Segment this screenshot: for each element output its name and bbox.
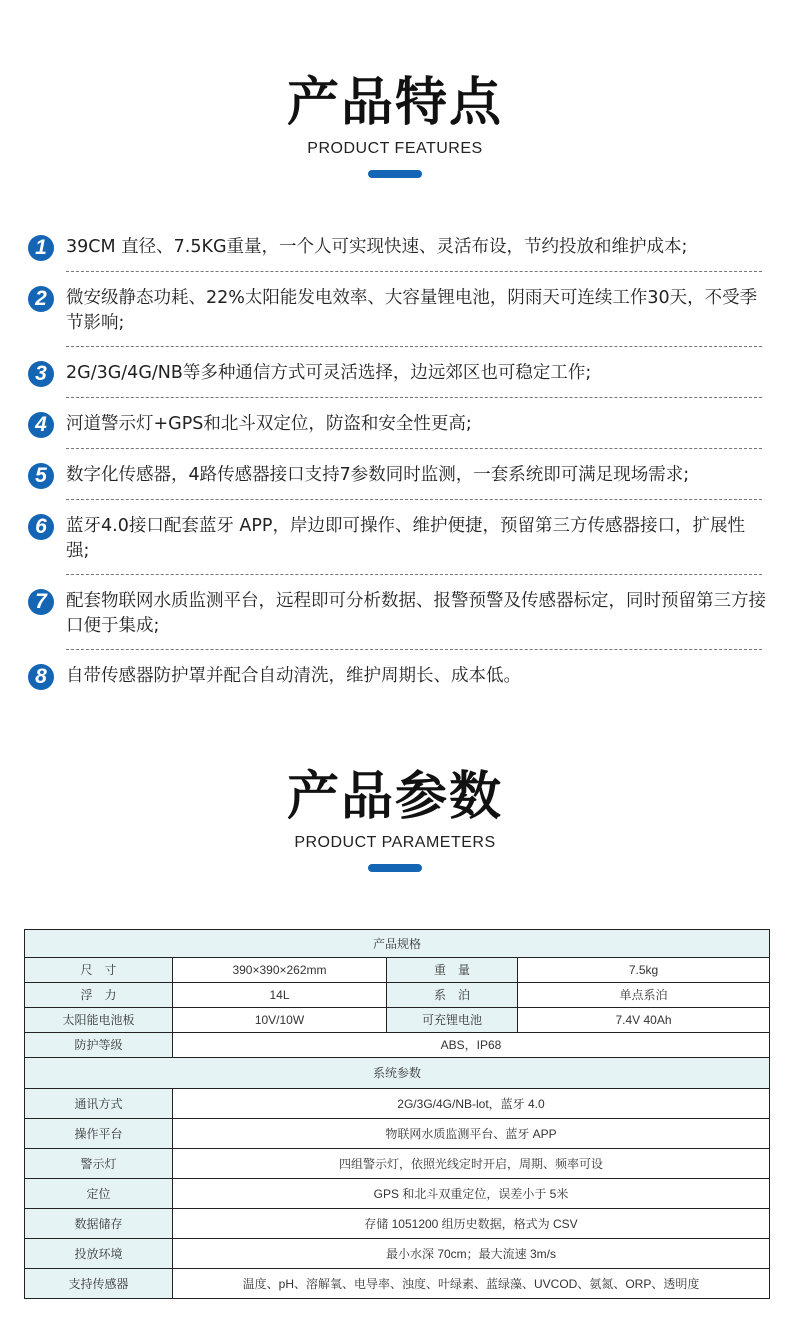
label-cell: 系 泊: [387, 983, 518, 1008]
table-row: [25, 1179, 770, 1209]
label-cell: 投放环境: [25, 1239, 173, 1269]
feature-text: 数字化传感器，4路传感器接口支持7参数同时监测，一套系统即可满足现场需求;: [66, 465, 690, 485]
title-underline: [368, 170, 422, 178]
table-row: [25, 983, 770, 1008]
value-cell: 390×390×262mm: [173, 958, 387, 983]
feature-item: [24, 463, 769, 489]
feature-item: [24, 361, 769, 387]
feature-text: 2G/3G/4G/NB等多种通信方式可灵活选择，边远郊区也可稳定工作;: [66, 363, 592, 383]
params-table: [24, 929, 770, 1299]
params-title: 产品参数: [286, 767, 503, 827]
feature-text: 微安级静态功耗、22%太阳能发电效率、大容量锂电池，阴雨天可连续工作30天，不受季节影响;: [66, 288, 758, 333]
number-badge-icon: 4: [28, 412, 54, 438]
label-cell: 防护等级: [25, 1033, 173, 1058]
label-cell: 浮 力: [25, 983, 173, 1008]
label-cell: 可充锂电池: [387, 1008, 518, 1033]
feature-item: [24, 514, 769, 564]
value-cell: 单点系泊: [518, 983, 770, 1008]
table-row: [25, 1149, 770, 1179]
dashed-divider: [66, 271, 762, 272]
value-cell: 14L: [173, 983, 387, 1008]
table-row: [25, 1239, 770, 1269]
value-cell: 物联网水质监测平台、蓝牙 APP: [173, 1119, 770, 1149]
number-badge-icon: 2: [28, 286, 54, 312]
features-list: [24, 235, 769, 690]
feature-text: 自带传感器防护罩并配合自动清洗，维护周期长、成本低。: [66, 666, 521, 686]
value-cell: 2G/3G/4G/NB-lot，蓝牙 4.0: [173, 1089, 770, 1119]
feature-text: 蓝牙4.0接口配套蓝牙 APP，岸边即可操作、维护便捷，预留第三方传感器接口，扩展性强;: [66, 516, 745, 561]
label-cell: 数据储存: [25, 1209, 173, 1239]
dashed-divider: [66, 448, 762, 449]
label-cell: 定位: [25, 1179, 173, 1209]
dashed-divider: [66, 346, 762, 347]
number-badge-icon: 6: [28, 514, 54, 540]
title-underline: [368, 864, 422, 872]
system-header: 系统参数: [25, 1058, 770, 1089]
feature-item: [24, 286, 769, 336]
table-row: [25, 1089, 770, 1119]
table-row: [25, 1119, 770, 1149]
value-cell: 7.4V 40Ah: [518, 1008, 770, 1033]
dashed-divider: [66, 574, 762, 575]
table-row: [25, 958, 770, 983]
number-badge-icon: 8: [28, 664, 54, 690]
feature-text: 河道警示灯+GPS和北斗双定位，防盗和安全性更高;: [66, 414, 472, 434]
feature-item: [24, 589, 769, 639]
table-row: [25, 1269, 770, 1299]
table-row: [25, 1008, 770, 1033]
value-cell: 最小水深 70cm；最大流速 3m/s: [173, 1239, 770, 1269]
feature-item: [24, 235, 769, 261]
label-cell: 警示灯: [25, 1149, 173, 1179]
number-badge-icon: 5: [28, 463, 54, 489]
feature-item: [24, 412, 769, 438]
table-row: [25, 1033, 770, 1058]
dashed-divider: [66, 397, 762, 398]
label-cell: 太阳能电池板: [25, 1008, 173, 1033]
spec-header: 产品规格: [25, 930, 770, 958]
dashed-divider: [66, 649, 762, 650]
feature-item: [24, 664, 769, 690]
params-subtitle: PRODUCT PARAMETERS: [294, 834, 496, 851]
number-badge-icon: 1: [28, 235, 54, 261]
value-cell: 温度、pH、溶解氧、电导率、浊度、叶绿素、蓝绿藻、UVCOD、氨氮、ORP、透明度: [173, 1269, 770, 1299]
features-title: 产品特点: [286, 73, 503, 133]
label-cell: 通讯方式: [25, 1089, 173, 1119]
table-row: [25, 1209, 770, 1239]
feature-text: 配套物联网水质监测平台，远程即可分析数据、报警预警及传感器标定，同时预留第三方接口便于集成;: [66, 591, 766, 636]
label-cell: 操作平台: [25, 1119, 173, 1149]
label-cell: 重 量: [387, 958, 518, 983]
number-badge-icon: 3: [28, 361, 54, 387]
label-cell: 支持传感器: [25, 1269, 173, 1299]
value-cell: 7.5kg: [518, 958, 770, 983]
label-cell: 尺 寸: [25, 958, 173, 983]
value-cell: 四组警示灯，依照光线定时开启，周期、频率可设: [173, 1149, 770, 1179]
value-cell: GPS 和北斗双重定位，误差小于 5米: [173, 1179, 770, 1209]
value-cell: 10V/10W: [173, 1008, 387, 1033]
value-cell: 存储 1051200 组历史数据，格式为 CSV: [173, 1209, 770, 1239]
features-subtitle: PRODUCT FEATURES: [307, 140, 483, 157]
value-cell: ABS，IP68: [173, 1033, 770, 1058]
number-badge-icon: 7: [28, 589, 54, 615]
dashed-divider: [66, 499, 762, 500]
feature-text: 39CM 直径、7.5KG重量，一个人可实现快速、灵活布设，节约投放和维护成本;: [66, 237, 688, 257]
